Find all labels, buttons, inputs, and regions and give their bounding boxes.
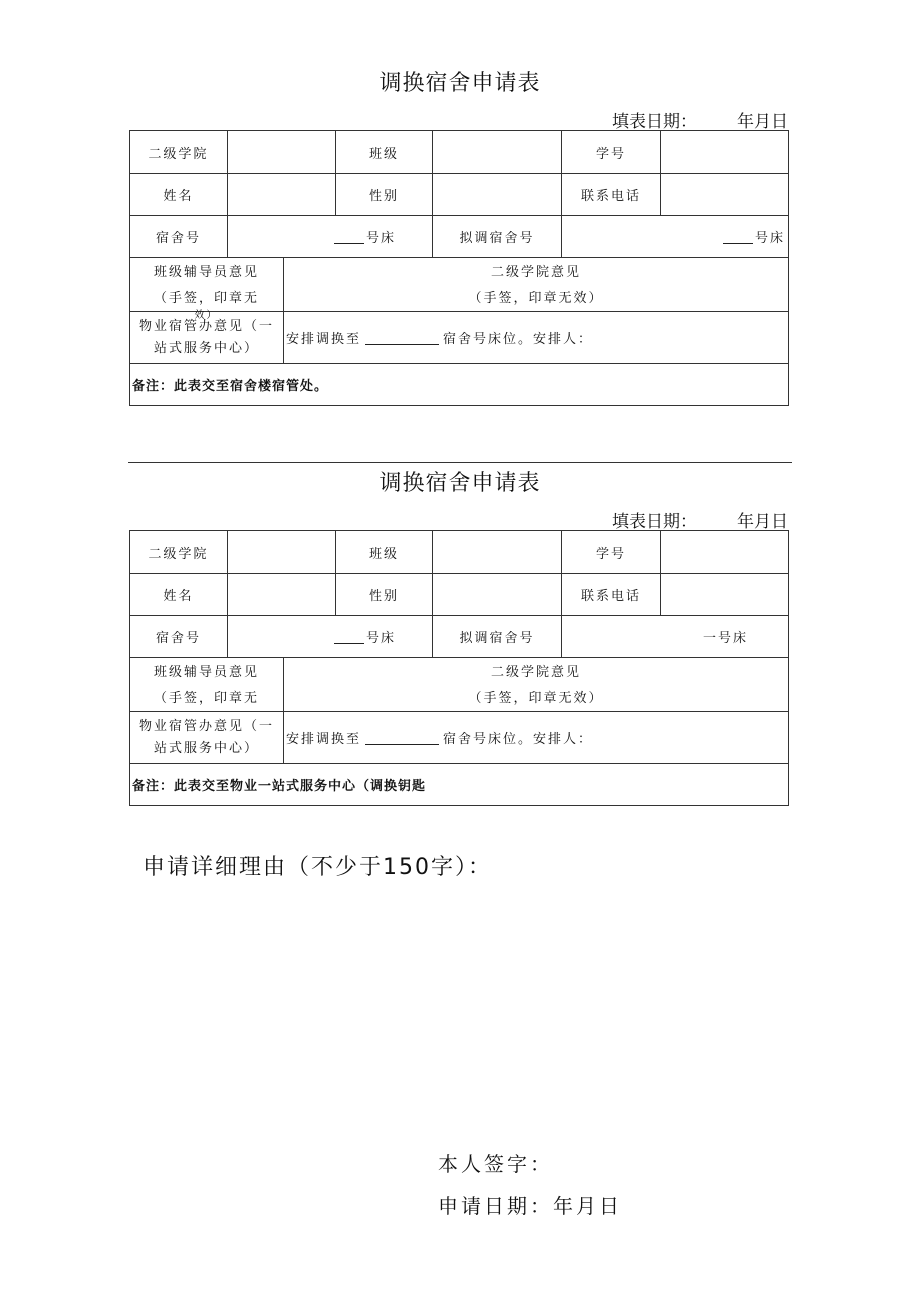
form1-class-field[interactable] bbox=[433, 131, 562, 173]
form1-dorm-field[interactable] bbox=[228, 216, 433, 257]
form2-property-line2: 站式服务中心） bbox=[153, 740, 259, 756]
form2-arrange-underline bbox=[365, 730, 439, 745]
form1-name-field[interactable] bbox=[228, 174, 336, 215]
form1-college-opinion[interactable] bbox=[284, 258, 788, 311]
form1-date-suffix: 年月日 bbox=[737, 112, 788, 132]
form2-gender-label: 性别 bbox=[336, 574, 433, 615]
form2-class-field[interactable] bbox=[433, 531, 562, 573]
form1-date-label: 填表日期： bbox=[612, 112, 697, 132]
form2-row-name bbox=[130, 574, 788, 616]
form2-college-opinion[interactable] bbox=[284, 658, 788, 711]
form1-row-dorm bbox=[130, 216, 788, 258]
form1-bed-underline bbox=[334, 229, 364, 244]
form2-counselor-label: 班级辅导员意见 bbox=[153, 665, 259, 680]
form1-target-bed-suffix: 号床 bbox=[754, 231, 785, 246]
form2-student-id-label: 学号 bbox=[562, 531, 661, 573]
form1-arrange-underline bbox=[365, 330, 439, 345]
form2-target-dorm-label: 拟调宿舍号 bbox=[433, 616, 562, 657]
form2-table bbox=[129, 530, 789, 806]
form2-row-opinions bbox=[130, 658, 788, 712]
form1-bed-suffix: 号床 bbox=[365, 231, 396, 246]
form2-row-college bbox=[130, 531, 788, 574]
form1-row-property bbox=[130, 312, 788, 364]
form1-row-college bbox=[130, 131, 788, 174]
form2-counselor-sub: （手签，印章无 bbox=[153, 691, 259, 706]
form1-title: 调换宿舍申请表 bbox=[379, 71, 541, 96]
form1-counselor-label: 班级辅导员意见 bbox=[153, 265, 259, 280]
form2-property-line1: 物业宿管办意见（一 bbox=[138, 718, 274, 734]
form1-fill-date bbox=[612, 107, 788, 132]
form1-arrange-field[interactable] bbox=[284, 312, 788, 363]
form1-phone-field[interactable] bbox=[661, 174, 788, 215]
form2-student-id-field[interactable] bbox=[661, 531, 788, 573]
form1-target-bed-underline bbox=[723, 229, 753, 244]
form1-target-dorm-field[interactable] bbox=[562, 216, 788, 257]
apply-date-label: 申请日期：年月日 bbox=[438, 1194, 622, 1218]
form1-counselor-sub: （手签，印章无 bbox=[153, 291, 259, 306]
signature-label: 本人签字： bbox=[438, 1152, 553, 1176]
form1-college-opinion-label: 二级学院意见 bbox=[490, 265, 581, 280]
form1-property-line2: 站式服务中心） bbox=[153, 340, 259, 356]
form-separator bbox=[128, 462, 792, 463]
form1-property-label bbox=[130, 312, 284, 363]
form1-student-id-field[interactable] bbox=[661, 131, 788, 173]
form2-college-field[interactable] bbox=[228, 531, 336, 573]
form2-arrange-prefix: 安排调换至 bbox=[286, 732, 362, 747]
form2-note: 备注：此表交至物业一站式服务中心（调换钥匙 bbox=[132, 779, 427, 794]
form1-property-line1: 物业宿管办意见（一 bbox=[138, 318, 274, 334]
form2-fill-date bbox=[612, 507, 788, 532]
form2-row-note bbox=[130, 764, 788, 805]
form1-gender-label: 性别 bbox=[336, 174, 433, 215]
form2-college-opinion-sub: （手签，印章无效） bbox=[468, 691, 604, 706]
form1-gender-field[interactable] bbox=[433, 174, 562, 215]
form2-arrange-suffix: 宿舍号床位。安排人： bbox=[443, 732, 594, 747]
form2-name-field[interactable] bbox=[228, 574, 336, 615]
form2-name-label: 姓名 bbox=[130, 574, 228, 615]
form2-target-dorm-field[interactable] bbox=[562, 616, 788, 657]
form1-name-label: 姓名 bbox=[130, 174, 228, 215]
form2-gender-field[interactable] bbox=[433, 574, 562, 615]
form1-college-opinion-sub: （手签，印章无效） bbox=[468, 291, 604, 306]
form1-counselor-opinion[interactable] bbox=[130, 258, 284, 321]
form2-property-label bbox=[130, 712, 284, 763]
form2-dorm-label: 宿舍号 bbox=[130, 616, 228, 657]
form2-counselor-opinion[interactable] bbox=[130, 658, 284, 711]
form1-table bbox=[129, 130, 789, 406]
form1-target-dorm-label: 拟调宿舍号 bbox=[433, 216, 562, 257]
form2-row-property bbox=[130, 712, 788, 764]
form1-arrange-suffix: 宿舍号床位。安排人： bbox=[443, 332, 594, 347]
reason-label: 申请详细理由（不少于150字）： bbox=[143, 855, 492, 880]
form2-class-label: 班级 bbox=[336, 531, 433, 573]
form2-date-suffix: 年月日 bbox=[737, 512, 788, 532]
form2-college-opinion-label: 二级学院意见 bbox=[490, 665, 581, 680]
form2-dorm-field[interactable] bbox=[228, 616, 433, 657]
form1-arrange-prefix: 安排调换至 bbox=[286, 332, 362, 347]
form1-dorm-label: 宿舍号 bbox=[130, 216, 228, 257]
form1-college-field[interactable] bbox=[228, 131, 336, 173]
form2-row-dorm bbox=[130, 616, 788, 658]
form1-counselor-cut: 效） bbox=[194, 310, 219, 321]
form1-class-label: 班级 bbox=[336, 131, 433, 173]
form2-date-label: 填表日期： bbox=[612, 512, 697, 532]
form2-arrange-field[interactable] bbox=[284, 712, 788, 763]
form1-row-name bbox=[130, 174, 788, 216]
form2-phone-label: 联系电话 bbox=[562, 574, 661, 615]
form2-bed-underline bbox=[334, 629, 364, 644]
form2-bed-suffix: 号床 bbox=[365, 631, 396, 646]
form2-phone-field[interactable] bbox=[661, 574, 788, 615]
form1-student-id-label: 学号 bbox=[562, 131, 661, 173]
form1-phone-label: 联系电话 bbox=[562, 174, 661, 215]
form2-title: 调换宿舍申请表 bbox=[379, 471, 541, 496]
form1-row-note bbox=[130, 364, 788, 405]
form1-note: 备注：此表交至宿舍楼宿管处。 bbox=[132, 379, 329, 394]
form2-college-label: 二级学院 bbox=[130, 531, 228, 573]
form1-row-opinions bbox=[130, 258, 788, 321]
form1-college-label: 二级学院 bbox=[130, 131, 228, 173]
form2-target-bed: 一号床 bbox=[702, 631, 748, 646]
